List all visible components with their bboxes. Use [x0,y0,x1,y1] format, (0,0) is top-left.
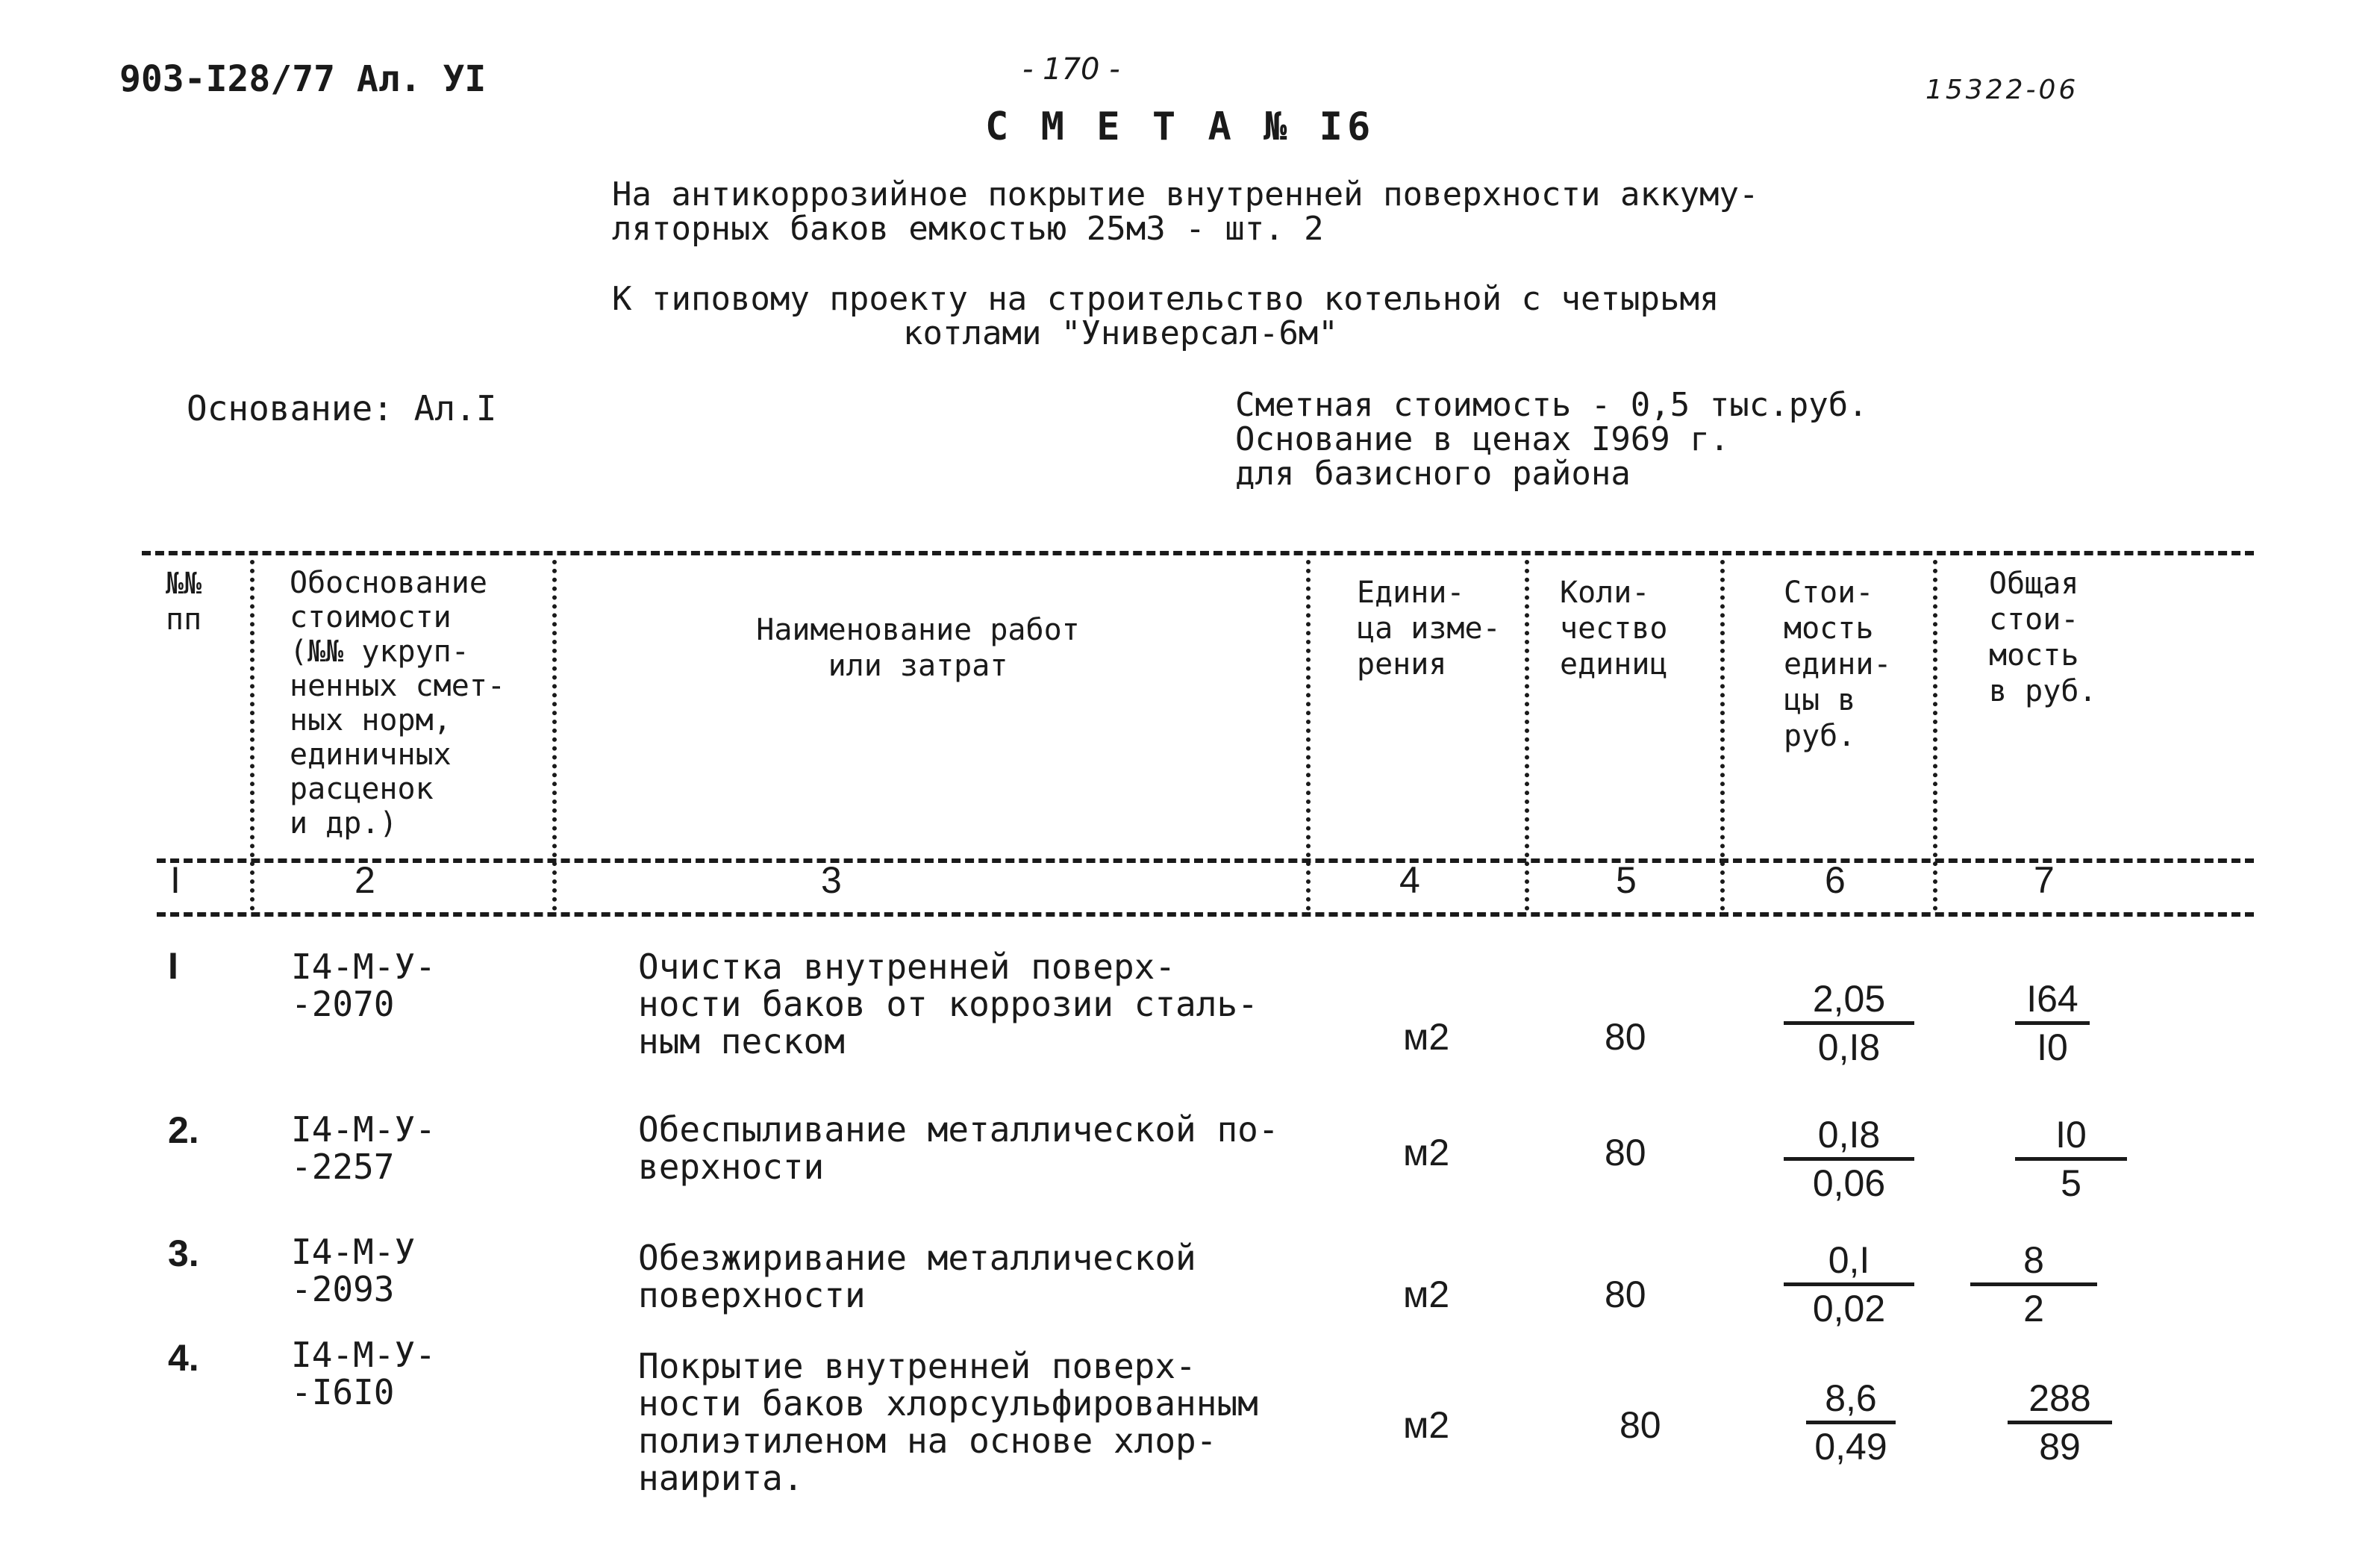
subject-line-2: ляторных баков емкостью 25м3 - шт. 2 [612,210,1324,248]
cost-info-line-1: Сметная стоимость - 0,5 тыс.руб. [1235,386,1868,424]
header-col-4: Едини- ца изме- рения [1357,576,1501,682]
column-divider-4 [1525,560,1529,911]
column-number: 5 [1616,859,1637,901]
project-line-2: котлами "Универсал-6м" [903,314,1338,352]
column-divider-3 [1306,560,1311,911]
row-total-cost: 288 89 [2008,1377,2112,1468]
subject-text [612,175,1759,248]
row-code: I4-М-У- -I6I0 [291,1335,436,1412]
row-unit: м2 [1403,1016,1450,1058]
row-code: I4-М-У- -2070 [291,947,436,1024]
row-unit-cost: 0,I8 0,06 [1784,1114,1914,1204]
row-work-name: Обеспыливание металлической по- верхности [638,1109,1279,1187]
column-number: 7 [2034,859,2055,901]
column-number: 4 [1399,859,1420,901]
row-unit-cost: 8,6 0,49 [1806,1377,1896,1468]
header-col-7: Общая стои- мость в руб. [1989,567,2097,708]
row-work-name: Очистка внутренней поверх- ности баков от коррозии сталь- ным песком [638,947,1258,1062]
project-line-1: К типовому проекту на строительство котельной с четырьмя [612,280,1720,318]
row-total-cost: I0 5 [2015,1114,2127,1204]
basis-label: Основание: Ал.I [187,388,497,428]
archive-number: 15322-06 [1925,75,2079,105]
row-code: I4-М-У -2093 [291,1232,416,1309]
row-work-name: Покрытие внутренней поверх- ности баков хлорсульфированным полиэтиленом на основе хлор- наирита. [638,1346,1258,1498]
row-quantity: 80 [1605,1132,1646,1173]
page-title: С М Е Т А № I6 [985,105,1375,149]
row-unit: м2 [1403,1274,1450,1315]
project-text [612,282,1719,351]
table-number-divider [157,912,2254,917]
cost-info-line-3: для базисного района [1235,455,1631,493]
column-number: I [170,859,181,901]
column-divider-1 [250,560,254,911]
row-number: 3. [168,1232,199,1274]
row-unit-cost: 2,05 0,I8 [1784,978,1914,1068]
row-unit-cost: 0,I 0,02 [1784,1239,1914,1330]
row-quantity: 80 [1620,1404,1661,1446]
row-number: 4. [168,1337,199,1379]
page-number: - 170 - [1022,52,1120,87]
header-col-3: Наименование работ или затрат [756,613,1080,683]
row-total-cost: 8 2 [1970,1239,2097,1330]
column-divider-5 [1720,560,1725,911]
row-quantity: 80 [1605,1016,1646,1058]
row-number: 2. [168,1109,199,1151]
column-divider-6 [1933,560,1937,911]
subject-line-1: На антикоррозийное покрытие внутренней поверхности аккуму- [612,175,1759,213]
row-quantity: 80 [1605,1274,1646,1315]
column-number: 3 [821,859,842,901]
row-unit: м2 [1403,1132,1450,1173]
row-work-name: Обезжиривание металлической поверхности [638,1238,1196,1315]
table-top-border [142,551,2254,555]
row-total-cost: I64 I0 [2015,978,2090,1068]
row-unit: м2 [1403,1404,1450,1446]
row-code: I4-М-У- -2257 [291,1109,436,1187]
column-number: 2 [354,859,375,901]
column-divider-2 [552,560,557,911]
header-col-2: Обоснование стоимости (№№ укруп- ненных смет- ных норм, единичных расценок и др.) [290,566,505,841]
row-number: I [168,945,178,987]
header-col-1: №№ пп [166,567,202,637]
table-header-divider [157,858,2254,863]
column-number: 6 [1825,859,1846,901]
document-code: 903-I28/77 Ал. УI [119,58,487,100]
cost-info-line-2: Основание в ценах I969 г. [1235,420,1730,458]
header-col-6: Стои- мость едини- цы в руб. [1784,576,1892,753]
cost-info [1235,388,1868,491]
header-col-5: Коли- чество единиц [1560,576,1668,682]
